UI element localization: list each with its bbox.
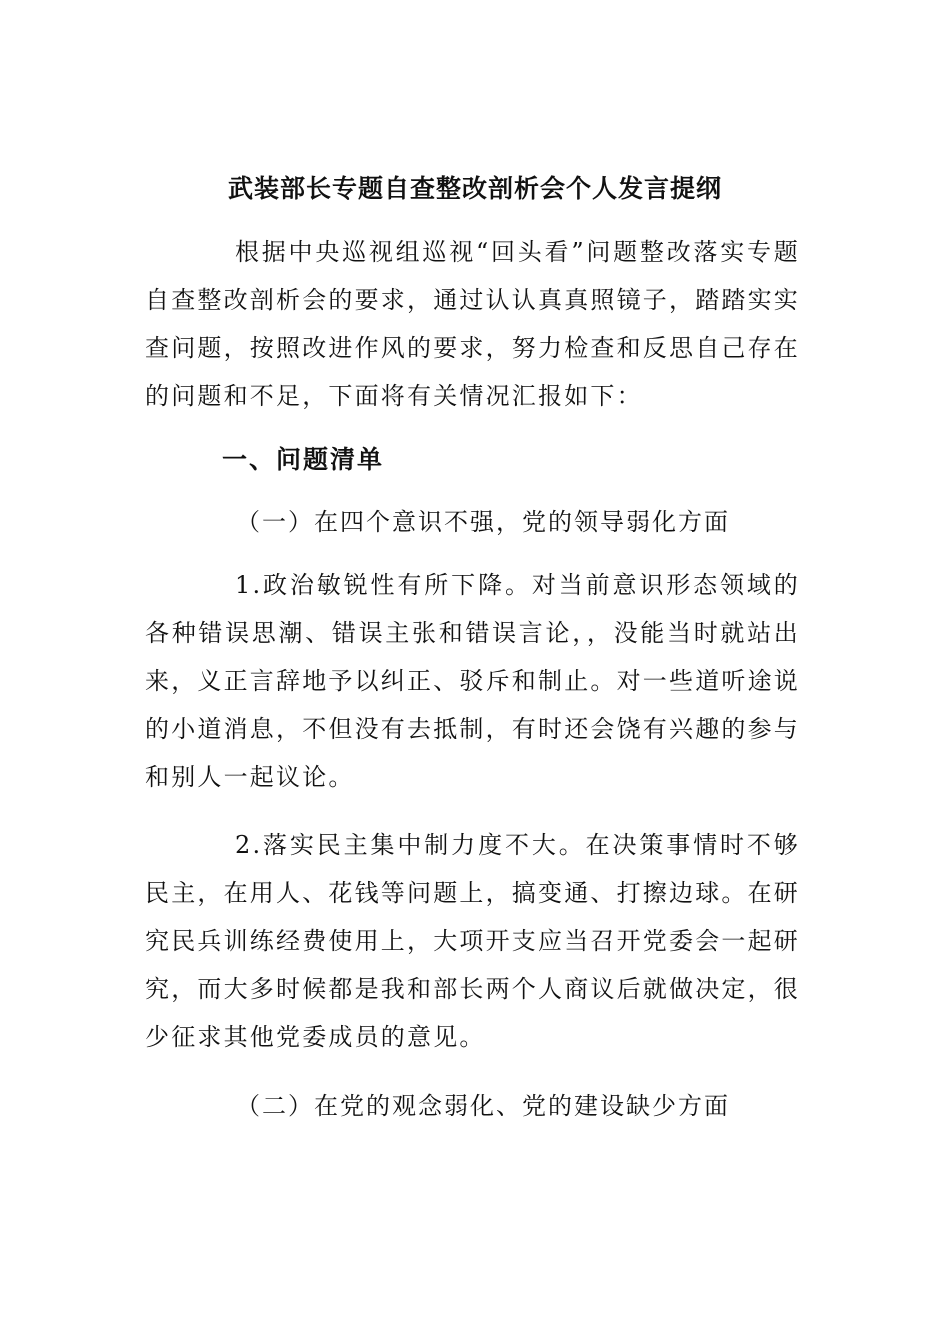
item-paragraph-2: 2.落实民主集中制力度不大。在决策事情时不够民主，在用人、花钱等问题上，搞变通、打擦边球。在研究民兵训练经费使用上，大项开支应当召开党委会一起研究，而大多时候都是我和部长两个人商议后就做决定，很少征求其他党委成员的意见。 bbox=[145, 831, 800, 1051]
intro-paragraph: 根据中央巡视组巡视“回头看”问题整改落实专题自查整改剖析会的要求，通过认认真真照镜子，踏踏实实查问题，按照改进作风的要求，努力检查和反思自己存在的问题和不足，下面将有关情况汇报如下： bbox=[145, 238, 800, 410]
section-heading-problem-list: 一、问题清单 bbox=[222, 445, 385, 474]
document-title: 武装部长专题自查整改剖析会个人发言提纲 bbox=[227, 174, 722, 203]
subsection-heading-2: （二）在党的观念弱化、党的建设缺少方面 bbox=[236, 1092, 730, 1120]
item-paragraph-1: 1.政治敏锐性有所下降。对当前意识形态领域的各种错误思潮、错误主张和错误言论，，没能当时就站出来，义正言辞地予以纠正、驳斥和制止。对一些道听途说的小道消息，不但没有去抵制，有时还会饶有兴趣的参与和别人一起议论。 bbox=[145, 571, 800, 791]
subsection-heading-1: （一）在四个意识不强，党的领导弱化方面 bbox=[236, 508, 730, 536]
